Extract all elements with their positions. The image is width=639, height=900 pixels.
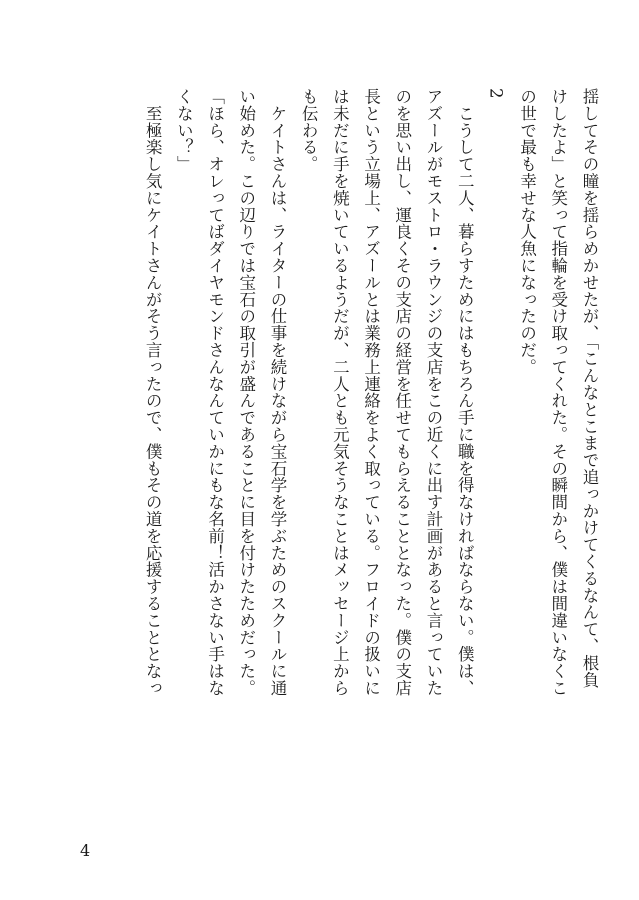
text-line: 至極楽し気にケイトさんがそう言ったので、僕もその道を応援することとなっ: [143, 88, 163, 697]
text-line: は未だに手を焼いているようだが、二人とも元気そうなことはメッセージ上から: [330, 88, 350, 697]
vertical-text-body: [137, 88, 605, 860]
text-line: い始めた。この辺りでは宝石の取引が盛んであることに目を付けたためだった。: [236, 88, 256, 697]
text-line: けしたよ」と笑って指輪を受け取ってくれた。その瞬間から、僕は間違いなくこ: [548, 88, 568, 697]
text-line: 「ほら、オレってばダイヤモンドさんなんていかにもな名前！活かさない手はな: [205, 88, 225, 697]
text-line: のを思い出し、運良くその支店の経営を任せてもらえることとなった。僕の支店: [392, 88, 412, 697]
text-line: の世で最も幸せな人魚になったのだ。: [517, 88, 537, 376]
page-number: 4: [80, 841, 91, 860]
text-line: こうして二人、暮らすためにはもちろん手に職を得なければならない。僕は、: [455, 88, 475, 697]
section-number: 2: [486, 88, 506, 99]
text-line: くない？」: [174, 88, 194, 173]
text-line: アズールがモストロ・ラウンジの支店をこの近くに出す計画があると言っていた: [423, 88, 443, 697]
text-line: も伝わる。: [299, 88, 319, 173]
text-line: 長という立場上、アズールとは業務上連絡をよく取っている。フロイドの扱いに: [361, 88, 381, 697]
text-line: ケイトさんは、ライターの仕事を続けながら宝石学を学ぶためのスクールに通: [267, 88, 287, 697]
text-line: 揺してその瞳を揺らめかせたが、「こんなとこまで追っかけてくるなんて、根負: [580, 88, 599, 689]
